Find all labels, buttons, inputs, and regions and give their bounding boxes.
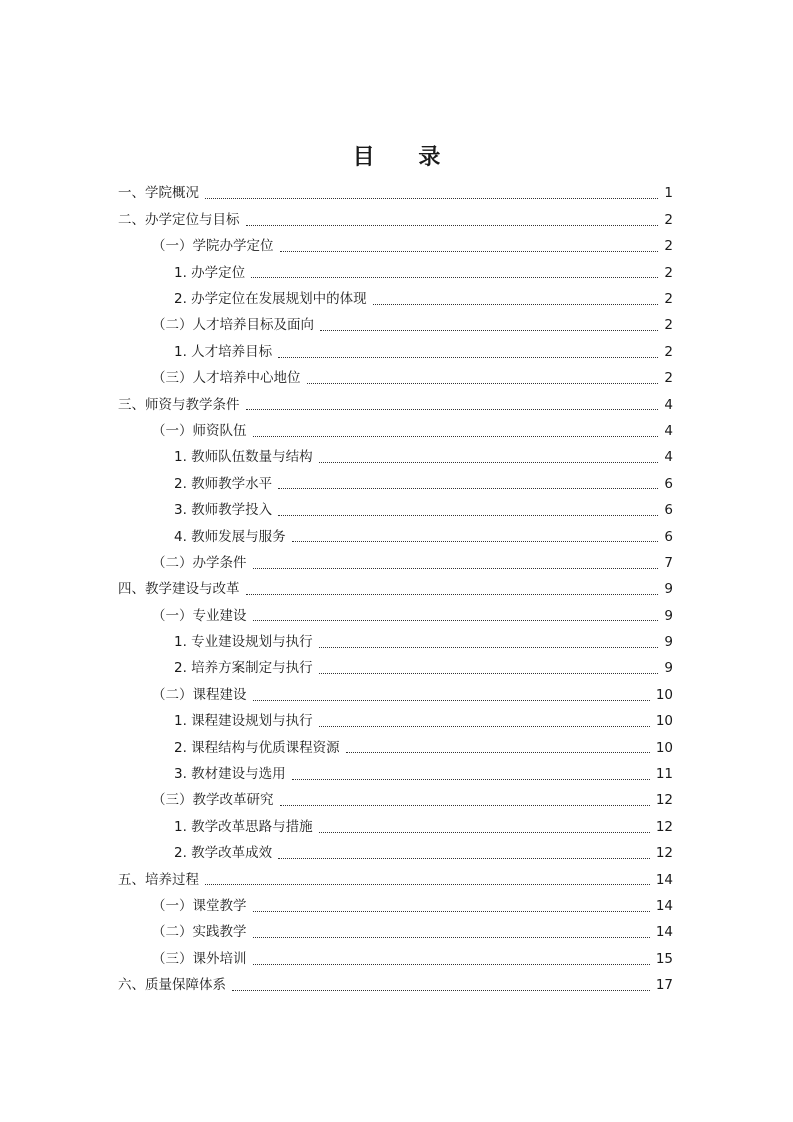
toc-entry[interactable] xyxy=(118,735,673,761)
toc-entry-page-number: 7 xyxy=(664,554,673,571)
toc-entry-page-number: 11 xyxy=(655,766,673,783)
toc-entry-label: 三、师资与教学条件 xyxy=(118,396,240,413)
toc-dot-leader xyxy=(319,672,659,674)
toc-dot-leader xyxy=(253,910,650,912)
toc-entry[interactable] xyxy=(118,788,673,814)
toc-dot-leader xyxy=(205,197,658,199)
toc-entry-page-number: 2 xyxy=(664,370,673,387)
toc-dot-leader xyxy=(205,883,650,885)
toc-dot-leader xyxy=(253,963,650,965)
toc-entry[interactable] xyxy=(118,946,673,972)
toc-entry[interactable] xyxy=(118,841,673,867)
toc-entry-label: 四、教学建设与改革 xyxy=(118,581,240,598)
toc-dot-leader xyxy=(253,567,659,569)
toc-entry-page-number: 17 xyxy=(655,977,673,994)
toc-entry-page-number: 9 xyxy=(664,634,673,651)
toc-entry-page-number: 12 xyxy=(655,818,673,835)
toc-entry-page-number: 4 xyxy=(664,422,673,439)
toc-entry-page-number: 15 xyxy=(655,950,673,967)
toc-entry-page-number: 10 xyxy=(655,686,673,703)
toc-dot-leader xyxy=(346,751,650,753)
toc-entry-page-number: 10 xyxy=(655,739,673,756)
toc-entry-label: （一）师资队伍 xyxy=(152,422,247,439)
toc-dot-leader xyxy=(246,224,659,226)
toc-entry-label: 1. 专业建设规划与执行 xyxy=(174,634,313,651)
toc-entry-page-number: 9 xyxy=(664,607,673,624)
toc-entry[interactable] xyxy=(118,762,673,788)
toc-entry-label: （三）人才培养中心地位 xyxy=(152,370,301,387)
toc-entry[interactable] xyxy=(118,181,673,207)
toc-dot-leader xyxy=(246,593,659,595)
toc-entry-label: 2. 教师教学水平 xyxy=(174,475,273,492)
toc-entry[interactable] xyxy=(118,603,673,629)
toc-entry[interactable] xyxy=(118,287,673,313)
toc-dot-leader xyxy=(232,989,650,991)
toc-entry-page-number: 6 xyxy=(664,502,673,519)
toc-entry-page-number: 12 xyxy=(655,792,673,809)
toc-entry-label: （二）实践教学 xyxy=(152,924,247,941)
toc-dot-leader xyxy=(292,778,650,780)
toc-entry-label: 1. 办学定位 xyxy=(174,264,246,281)
toc-dot-leader xyxy=(253,699,650,701)
toc-entry[interactable] xyxy=(118,814,673,840)
toc-entry[interactable] xyxy=(118,894,673,920)
toc-entry-label: （一）课堂教学 xyxy=(152,897,247,914)
toc-entry[interactable] xyxy=(118,920,673,946)
toc-entry[interactable] xyxy=(118,682,673,708)
toc-entry-label: 1. 教师队伍数量与结构 xyxy=(174,449,313,466)
toc-dot-leader xyxy=(251,276,658,278)
toc-entry-page-number: 1 xyxy=(664,185,673,202)
toc-dot-leader xyxy=(280,804,650,806)
toc-entry-page-number: 6 xyxy=(664,528,673,545)
toc-dot-leader xyxy=(292,540,659,542)
toc-entry[interactable] xyxy=(118,419,673,445)
toc-dot-leader xyxy=(246,408,659,410)
toc-entry-label: 一、学院概况 xyxy=(118,185,199,202)
toc-entry[interactable] xyxy=(118,445,673,471)
toc-dot-leader xyxy=(253,936,650,938)
toc-entry-label: （三）课外培训 xyxy=(152,950,247,967)
toc-entry[interactable] xyxy=(118,550,673,576)
toc-entry-page-number: 2 xyxy=(664,317,673,334)
toc-entry-page-number: 2 xyxy=(664,264,673,281)
toc-entry[interactable] xyxy=(118,207,673,233)
toc-entry-label: 1. 教学改革思路与措施 xyxy=(174,818,313,835)
toc-entry-label: （二）人才培养目标及面向 xyxy=(152,317,314,334)
toc-entry-page-number: 2 xyxy=(664,343,673,360)
toc-entry-label: （一）专业建设 xyxy=(152,607,247,624)
toc-entry[interactable] xyxy=(118,392,673,418)
toc-entry[interactable] xyxy=(118,313,673,339)
toc-entry-page-number: 9 xyxy=(664,660,673,677)
toc-entry-label: 1. 课程建设规划与执行 xyxy=(174,713,313,730)
toc-entry-page-number: 14 xyxy=(655,924,673,941)
toc-entry[interactable] xyxy=(118,260,673,286)
toc-dot-leader xyxy=(278,857,650,859)
toc-entry[interactable] xyxy=(118,630,673,656)
toc-dot-leader xyxy=(278,514,658,516)
toc-entry-page-number: 12 xyxy=(655,845,673,862)
toc-entry[interactable] xyxy=(118,577,673,603)
toc-entry-page-number: 4 xyxy=(664,449,673,466)
toc-dot-leader xyxy=(320,329,658,331)
toc-list xyxy=(118,181,673,999)
toc-entry-label: 2. 教学改革成效 xyxy=(174,845,273,862)
toc-entry-label: 4. 教师发展与服务 xyxy=(174,528,286,545)
toc-dot-leader xyxy=(253,435,659,437)
toc-dot-leader xyxy=(278,356,658,358)
toc-dot-leader xyxy=(307,382,659,384)
toc-entry-page-number: 6 xyxy=(664,475,673,492)
toc-entry-label: 五、培养过程 xyxy=(118,871,199,888)
toc-entry-page-number: 2 xyxy=(664,291,673,307)
toc-dot-leader xyxy=(319,461,659,463)
toc-entry-label: （二）办学条件 xyxy=(152,554,247,571)
toc-entry-page-number: 10 xyxy=(655,713,673,730)
toc-entry[interactable] xyxy=(118,471,673,497)
toc-entry-label: 1. 人才培养目标 xyxy=(174,343,273,360)
toc-entry-label: 2. 培养方案制定与执行 xyxy=(174,660,313,677)
toc-entry-page-number: 14 xyxy=(655,897,673,914)
toc-dot-leader xyxy=(319,646,659,648)
toc-entry[interactable] xyxy=(118,656,673,682)
toc-entry-page-number: 2 xyxy=(664,211,673,228)
toc-dot-leader xyxy=(253,619,659,621)
toc-entry-label: 二、办学定位与目标 xyxy=(118,211,240,228)
toc-entry-page-number: 2 xyxy=(664,238,673,255)
toc-dot-leader xyxy=(373,303,659,305)
toc-entry-page-number: 9 xyxy=(664,581,673,598)
toc-entry[interactable] xyxy=(118,973,673,999)
toc-dot-leader xyxy=(280,250,659,252)
toc-entry[interactable] xyxy=(118,709,673,735)
toc-entry[interactable] xyxy=(118,366,673,392)
toc-entry-label: 六、质量保障体系 xyxy=(118,977,226,994)
toc-entry-label: 3. 教师教学投入 xyxy=(174,502,273,519)
toc-entry[interactable] xyxy=(118,339,673,365)
toc-dot-leader xyxy=(319,831,650,833)
toc-entry-page-number: 4 xyxy=(664,396,673,413)
toc-entry-label: （三）教学改革研究 xyxy=(152,792,274,809)
toc-dot-leader xyxy=(278,487,658,489)
toc-entry-label: 3. 教材建设与选用 xyxy=(174,766,286,783)
toc-entry[interactable] xyxy=(118,867,673,893)
toc-entry[interactable] xyxy=(118,234,673,260)
toc-entry[interactable] xyxy=(118,498,673,524)
toc-entry-label: （一）学院办学定位 xyxy=(152,238,274,255)
toc-entry-page-number: 14 xyxy=(655,871,673,888)
toc-entry-label: （二）课程建设 xyxy=(152,686,247,703)
toc-entry[interactable] xyxy=(118,524,673,550)
toc-title: 目 录 xyxy=(352,145,459,170)
toc-entry-label: 2. 办学定位在发展规划中的体现 xyxy=(174,291,367,307)
toc-entry-label: 2. 课程结构与优质课程资源 xyxy=(174,739,340,756)
toc-dot-leader xyxy=(319,725,650,727)
